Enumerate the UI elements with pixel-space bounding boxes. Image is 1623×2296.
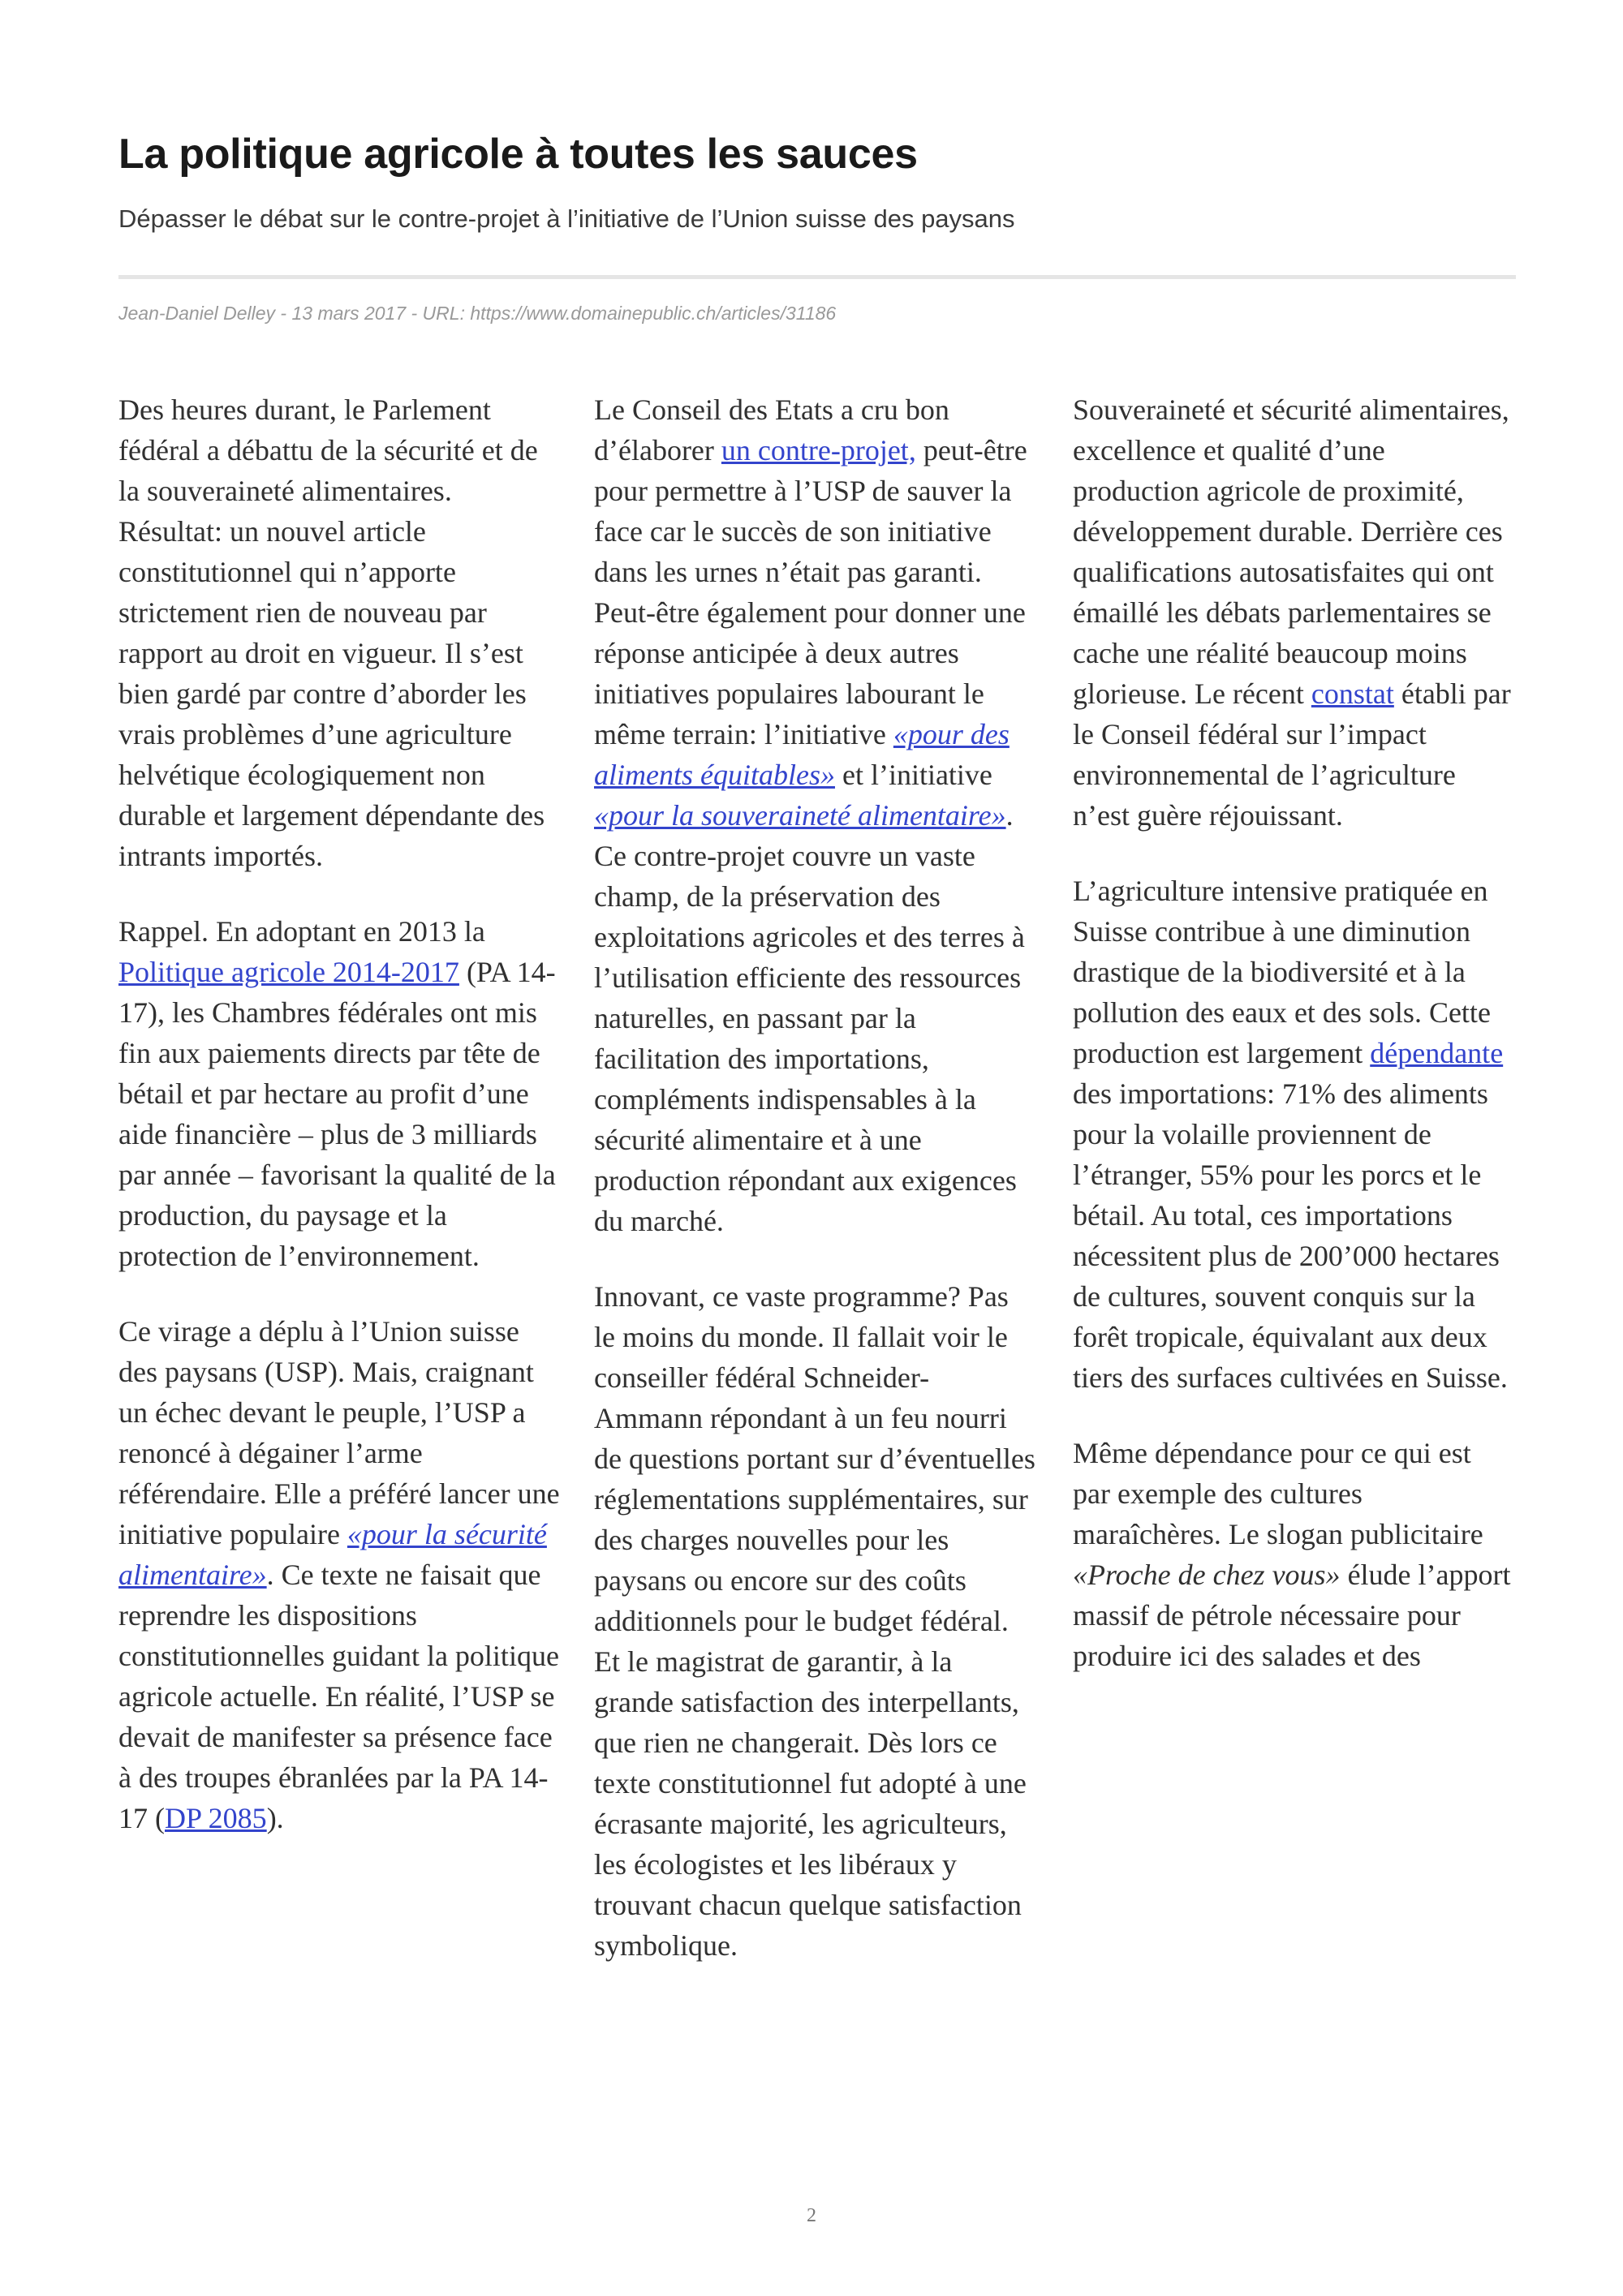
paragraph-3 (118, 1311, 561, 1838)
page-number: 2 (807, 2205, 816, 2226)
link-constat[interactable]: constat (1311, 677, 1394, 710)
paragraph-2 (118, 911, 561, 1276)
paragraph-4-text-b: peut-être pour permettre à l’USP de sauver la face car le succès de son initiative dans les urnes n’était pas garanti. Peut-être également pour donner une réponse anticipée à deux autres initiatives populaires labourant le même terrain: l’initiative (594, 434, 1027, 750)
text-column-2 (594, 389, 1036, 2001)
text-column-3 (1073, 389, 1515, 1711)
paragraph-7-text-a: L’agriculture intensive pratiquée en Suisse contribue à une diminution drastique de la biodiversité et à la pollution des eaux et des sols. Cette production est largement (1073, 875, 1491, 1069)
link-souverainete-alimentaire[interactable]: «pour la souveraineté alimentaire» (594, 799, 1006, 832)
paragraph-5: Innovant, ce vaste programme? Pas le moins du monde. Il fallait voir le conseiller fédéral Schneider-Ammann répondant à un feu nourri de questions portant sur d’éventuelles réglementations supplémentaires, sur des charges nouvelles pour les paysans ou encore sur des coûts additionnels pour le budget fédéral. Et le magistrat de garantir, à la grande satisfaction des interpellants, que rien ne changerait. Dès lors ce texte constitutionnel fut adopté à une écrasante majorité, les agriculteurs, les écologistes et les libéraux y trouvant chacun quelque satisfaction symbolique. (594, 1280, 1035, 1962)
paragraph-4 (594, 389, 1036, 1241)
article-subtitle: Dépasser le débat sur le contre-projet à l’initiative de l’Union suisse des paysans (118, 204, 1015, 233)
paragraph-2-text-a: Rappel. En adoptant en 2013 la (118, 915, 485, 948)
paragraph-6-text-a: Souveraineté et sécurité alimentaires, excellence et qualité d’une production agricole de proximité, développement durable. Derrière ces qualifications autosatisfaites qui ont émaillé les débats parlementaires se cache une réalité beaucoup moins glorieuse. Le récent (1073, 393, 1509, 710)
slogan-quote: «Proche de chez vous» (1073, 1559, 1341, 1591)
link-politique-agricole[interactable]: Politique agricole 2014-2017 (118, 956, 459, 988)
article-title: La politique agricole à toutes les sauces (118, 131, 918, 178)
paragraph-2-text-b: (PA 14-17), les Chambres fédérales ont mis fin aux paiements directs par tête de bétail et par hectare au profit d’une aide financière – plus de 3 milliards par année – favorisant la qualité de la production, du paysage et la protection de l’environnement. (118, 956, 556, 1272)
paragraph-7 (1073, 871, 1515, 1398)
paragraph-8-text-a: Même dépendance pour ce qui est par exemple des cultures maraîchères. Le slogan publicitaire (1073, 1437, 1483, 1550)
paragraph-8 (1073, 1433, 1515, 1676)
link-dependante[interactable]: dépendante (1370, 1037, 1504, 1069)
paragraph-3-text-a: Ce virage a déplu à l’Union suisse des paysans (USP). Mais, craignant un échec devant le peuple, l’USP a renoncé à dégainer l’arme référendaire. Elle a préféré lancer une initiative populaire (118, 1315, 560, 1550)
header-divider (118, 275, 1516, 279)
paragraph-3-text-c: ). (266, 1802, 284, 1834)
paragraph-4-text-a: Le Conseil des Etats a cru bon d’élaborer (594, 393, 949, 467)
paragraph-4-text-d: . Ce contre-projet couvre un vaste champ, de la préservation des exploitations agricoles et des terres à l’utilisation efficiente des ressources naturelles, en passant par la facilitation des importations, compléments indispensables à la sécurité alimentaire et à une production répondant aux exigences du marché. (594, 799, 1025, 1237)
paragraph-6-text-b: établi par le Conseil fédéral sur l’impact environnemental de l’agriculture n’est guère réjouissant. (1073, 677, 1511, 832)
link-securite-alimentaire[interactable]: «pour la sécurité alimentaire» (118, 1518, 547, 1591)
link-dp-2085[interactable]: DP 2085 (165, 1802, 267, 1834)
text-column-1 (118, 389, 561, 1873)
paragraph-3-text-b: . Ce texte ne faisait que reprendre les dispositions constitutionnelles guidant la politique agricole actuelle. En réalité, l’USP se devait de manifester sa présence face à des troupes ébranlées par la PA 14-17 ( (118, 1559, 559, 1834)
paragraph-1: Des heures durant, le Parlement fédéral a débattu de la sécurité et de la souveraineté alimentaires. Résultat: un nouvel article constitutionnel qui n’apporte strictement rien de nouveau par rapport au droit en vigueur. Il s’est bien gardé par contre d’aborder les vrais problèmes d’une agriculture helvétique écologiquement non durable et largement dépendante des intrants importés. (118, 393, 545, 872)
link-aliments-equitables[interactable]: «pour des aliments équitables» (594, 718, 1010, 791)
link-contre-projet[interactable]: un contre-projet, (721, 434, 916, 467)
article-meta: Jean-Daniel Delley - 13 mars 2017 - URL: https://www.domainepublic.ch/articles/31186 (118, 303, 837, 324)
paragraph-6 (1073, 389, 1515, 836)
paragraph-7-text-b: des importations: 71% des aliments pour la volaille proviennent de l’étranger, 55% pour les porcs et le bétail. Au total, ces importations nécessitent plus de 200’000 hectares de cultures, souvent conquis sur la forêt tropicale, équivalant aux deux tiers des surfaces cultivées en Suisse. (1073, 1077, 1508, 1394)
paragraph-8-text-b: élude l’apport massif de pétrole nécessaire pour produire ici des salades et des (1073, 1559, 1511, 1672)
paragraph-4-text-c: et l’initiative (834, 759, 992, 791)
